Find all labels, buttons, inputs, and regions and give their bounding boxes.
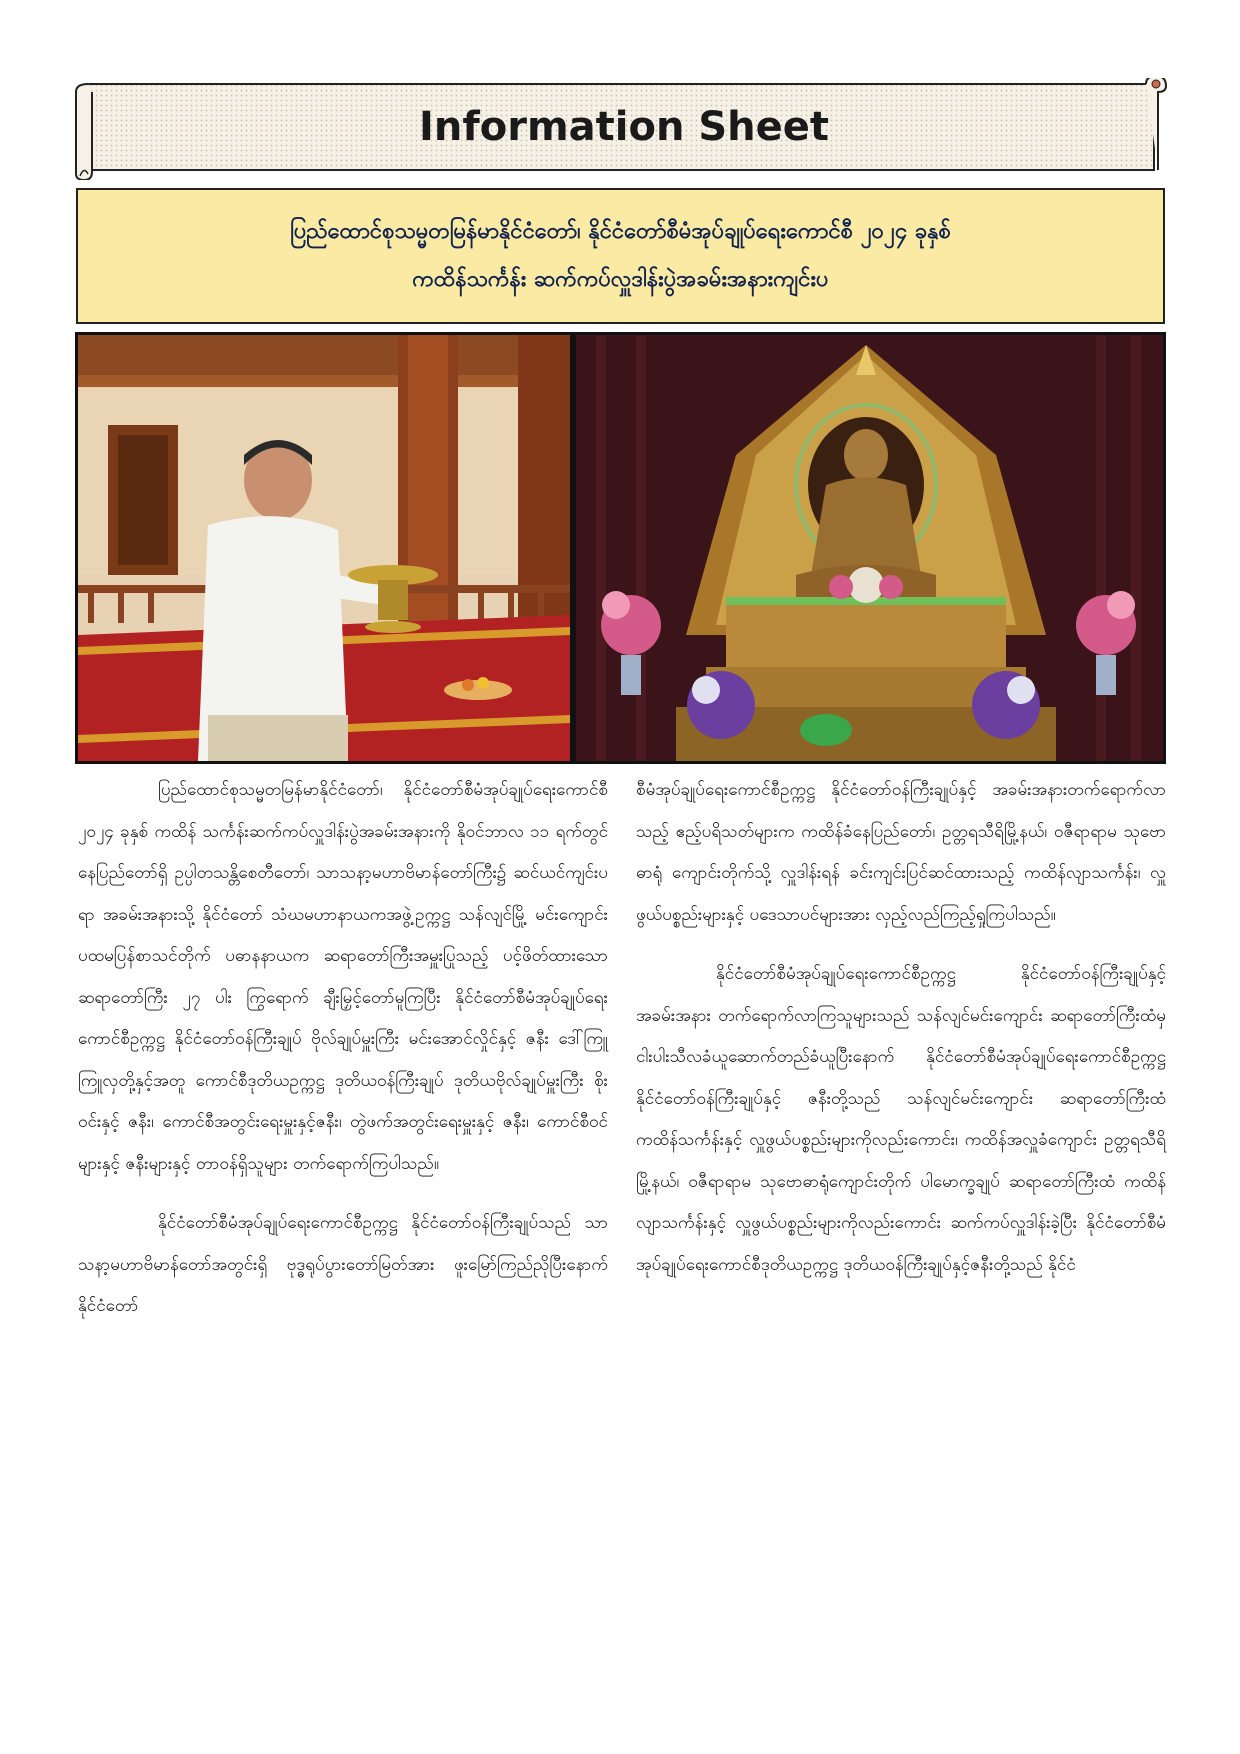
body-left-column: [78, 770, 608, 1346]
page-title: Information Sheet: [418, 104, 830, 150]
offering-photo-illustration: [78, 335, 570, 761]
photo-offering: [78, 335, 570, 761]
body-paragraph-4: နိုင်ငံတော်စီမံအုပ်ချုပ်ရေးကောင်စီဥက္ကဋ္ဌ နိုင်ငံတော်ဝန်ကြီးချုပ်နှင့် အခမ်းအနား တက်ရောက်လာကြသူများသည် သန်လျင်မင်းကျောင်း ဆရာတော်ကြီးထံမှ ငါးပါးသီလခံယူဆောက်တည်ခံယူပြီးနောက် နိုင်ငံတော်စီမံအုပ်ချုပ်ရေးကောင်စီဥက္ကဋ္ဌ နိုင်ငံတော်ဝန်ကြီးချုပ်နှင့် ဇနီးတို့သည် သန်လျင်မင်းကျောင်း ဆရာတော်ကြီးထံ ကထိန်သင်္ကန်းနှင့် လှူဖွယ်ပစ္စည်းများကိုလည်းကောင်း၊ ကထိန်အလှူခံကျောင်း ဥတ္တရသီရိမြို့နယ်၊ ဝဇီရာရာမ သုဗောဓာရုံကျောင်းတိုက် ပါမောက္ခချုပ် ဆရာတော်ကြီးထံ ကထိန်လျာသင်္ကန်းနှင့် လှူဖွယ်ပစ္စည်းများကိုလည်းကောင်း ဆက်ကပ်လှူဒါန်းခဲ့ပြီး နိုင်ငံတော်စီမံအုပ်ချုပ်ရေးကောင်စီဒုတိယဥက္ကဋ္ဌ ဒုတိယဝန်ကြီးချုပ်နှင့်ဇနီးတို့သည် နိုင်ငံ: [636, 964, 1166, 1275]
headline-line-2: ကထိန်သင်္ကန်း ဆက်ကပ်လှူဒါန်းပွဲအခမ်းအနားကျင်းပ: [412, 267, 829, 292]
body-right-column: [636, 770, 1166, 1304]
shrine-photo-illustration: [576, 335, 1163, 761]
headline-box: [76, 188, 1165, 324]
body-paragraph-2: နိုင်ငံတော်စီမံအုပ်ချုပ်ရေးကောင်စီဥက္ကဋ္ဌ နိုင်ငံတော်ဝန်ကြီးချုပ်သည် သာသနာ့မဟာဗိမာန်တော်အတွင်းရှိ ဗုဒ္ဓရုပ်ပွားတော်မြတ်အား ဖူးမြော်ကြည်ညိုပြီးနောက် နိုင်ငံတော်: [78, 1213, 608, 1316]
headline-line-1: ပြည်ထောင်စုသမ္မတမြန်မာနိုင်ငံတော်၊ နိုင်ငံတော်စီမံအုပ်ချုပ်ရေးကောင်စီ ၂၀၂၄ ခုနှစ်: [290, 219, 951, 244]
body-paragraph-1: ပြည်ထောင်စုသမ္မတမြန်မာနိုင်ငံတော်၊ နိုင်ငံတော်စီမံအုပ်ချုပ်ရေးကောင်စီ ၂၀၂၄ ခုနှစ် ကထိန် သင်္ကန်းဆက်ကပ်လှူဒါန်းပွဲအခမ်းအနားကို နိုဝင်ဘာလ ၁၁ ရက်တွင် နေပြည်တော်ရှိ ဥပ္ပါတသန္တိစေတီတော်၊ သာသနာ့မဟာဗိမာန်တော်ကြီး၌ ဆင်ယင်ကျင်းပရာ အခမ်းအနားသို့ နိုင်ငံတော် သံဃမဟာနာယကအဖွဲ့ဥက္ကဋ္ဌ သန်လျင်မြို့ မင်းကျောင်းပထမပြန်စာသင်တိုက် ပဓာနနာယက ဆရာတော်ကြီးအမှူးပြုသည့် ပင့်ဖိတ်ထားသော ဆရာတော်ကြီး ၂၇ ပါး ကြွရောက် ချီးမြှင့်တော်မူကြပြီး နိုင်ငံတော်စီမံအုပ်ချုပ်ရေးကောင်စီဥက္ကဋ္ဌ နိုင်ငံတော်ဝန်ကြီးချုပ် ဗိုလ်ချုပ်မှူးကြီး မင်းအောင်လှိုင်နှင့် ဇနီး ဒေါ်ကြူကြူလှတို့နှင့်အတူ ကောင်စီဒုတိယဥက္ကဋ္ဌ ဒုတိယဝန်ကြီးချုပ် ဒုတိယဗိုလ်ချုပ်မှူးကြီး စိုးဝင်းနှင့် ဇနီး၊ ကောင်စီအတွင်းရေးမှူးနှင့်ဇနီး၊ တွဲဖက်အတွင်းရေးမှူးနှင့် ဇနီး၊ ကောင်စီဝင်များနှင့် ဇနီးများနှင့် တာဝန်ရှိသူများ တက်ရောက်ကြပါသည်။: [78, 780, 608, 1174]
body-paragraph-3: စီမံအုပ်ချုပ်ရေးကောင်စီဥက္ကဋ္ဌ နိုင်ငံတော်ဝန်ကြီးချုပ်နှင့် အခမ်းအနားတက်ရောက်လာသည့် ဧည့်ပရိသတ်များက ကထိန်ခံနေပြည်တော်၊ ဥတ္တရသီရိမြို့နယ်၊ ဝဇီရာရာမ သုဗောဓာရုံ ကျောင်းတိုက်သို့ လှူဒါန်းရန် ခင်းကျင်းပြင်ဆင်ထားသည့် ကထိန်လျာသင်္ကန်း၊ လှူဖွယ်ပစ္စည်းများနှင့် ပဒေသာပင်များအား လှည့်လည်ကြည့်ရှုကြပါသည်။: [636, 780, 1166, 925]
title-banner: [74, 78, 1174, 180]
photo-strip: [75, 332, 1166, 764]
photo-buddha-shrine: [576, 335, 1163, 761]
